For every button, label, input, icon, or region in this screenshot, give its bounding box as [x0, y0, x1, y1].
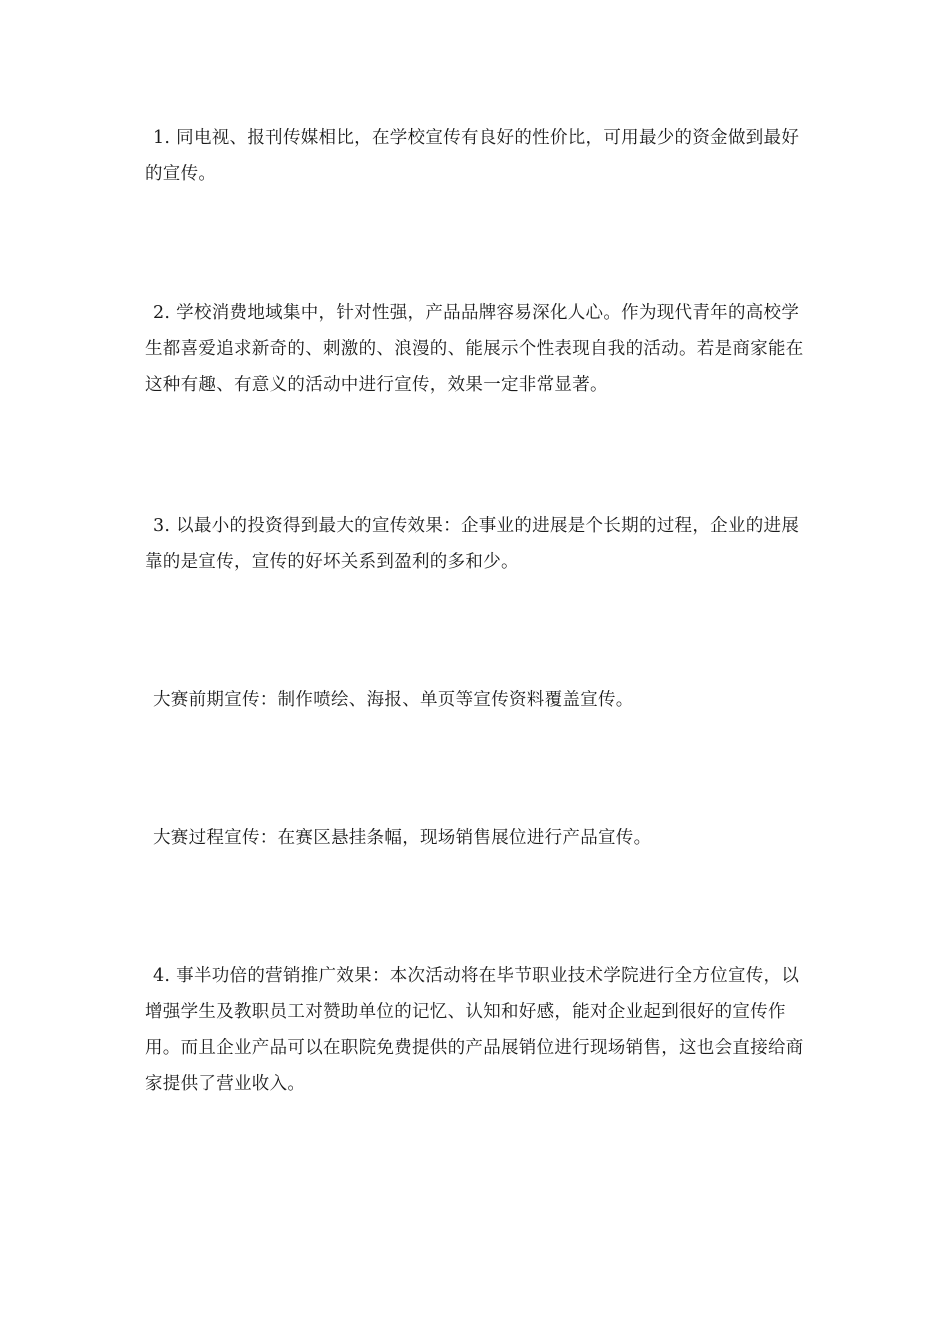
paragraph-3: 3. 以最小的投资得到最大的宣传效果：企事业的进展是个长期的过程，企业的进展靠的是宣传，宣传的好坏关系到盈利的多和少。 [145, 516, 800, 572]
paragraph-1: 1. 同电视、报刊传媒相比，在学校宣传有良好的性价比，可用最少的资金做到最好的宣传。 [145, 128, 800, 184]
paragraph-pre-contest-promotion: 大赛前期宣传：制作喷绘、海报、单页等宣传资料覆盖宣传。 [153, 690, 634, 710]
paragraph-2: 2. 学校消费地域集中，针对性强，产品品牌容易深化人心。作为现代青年的高校学生都喜爱追求新奇的、刺激的、浪漫的、能展示个性表现自我的活动。若是商家能在这种有趣、有意义的活动中进行宣传，效果一定非常显著。 [145, 303, 804, 395]
paragraph-4: 4. 事半功倍的营销推广效果：本次活动将在毕节职业技术学院进行全方位宣传，以增强学生及教职员工对赞助单位的记忆、认知和好感，能对企业起到很好的宣传作用。而且企业产品可以在职院免费提供的产品展销位进行现场销售，这也会直接给商家提供了营业收入。 [145, 966, 804, 1094]
paragraph-contest-process-promotion: 大赛过程宣传：在赛区悬挂条幅，现场销售展位进行产品宣传。 [153, 828, 652, 848]
